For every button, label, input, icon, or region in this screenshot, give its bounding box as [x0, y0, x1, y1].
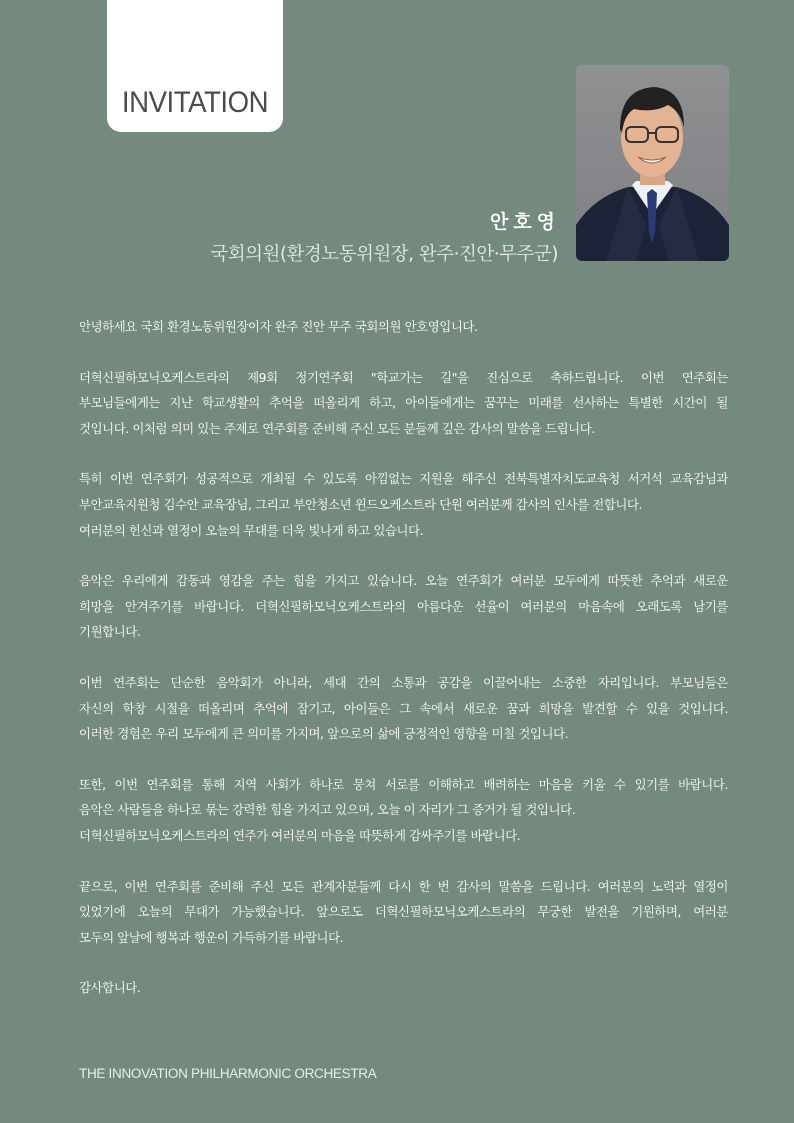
text-line: 기원합니다. [79, 624, 141, 640]
text-line: 더혁신필하모닉오케스트라의 연주가 여러분의 마음을 따뜻하게 감싸주기를 바랍니다. [79, 827, 521, 843]
speaker-portrait [576, 65, 729, 261]
paragraph-signoff [79, 975, 728, 1001]
paragraph-congratulations [79, 365, 728, 442]
paragraph-music [79, 568, 728, 645]
paragraph-thanks [79, 466, 728, 543]
text-line: 이러한 경험은 우리 모두에게 큰 의미를 가지며, 앞으로의 삶에 긍정적인 영향을 미칠 것입니다. [79, 726, 569, 742]
letter-body [79, 314, 728, 1026]
text-line: 음악은 사람들을 하나로 묶는 강력한 힘을 가지고 있으며, 오늘 이 자리가 그 증거가 될 것입니다. [79, 802, 576, 818]
title-tab [107, 0, 283, 132]
text-line: 특히 이번 연주회가 성공적으로 개최될 수 있도록 아낌없는 지원을 해주신 전북특별자치도교육청 서거석 교육감님과 [79, 471, 728, 487]
text-line: 있었기에 오늘의 무대가 가능했습니다. 앞으로도 더혁신필하모닉오케스트라의 무궁한 발전을 기원하며, 여러분 [79, 904, 728, 920]
text-line: 희망을 안겨주기를 바랍니다. 더혁신필하모닉오케스트라의 아름다운 선율이 여러분의 마음속에 오래도록 남기를 [79, 598, 728, 614]
paragraph-generations [79, 670, 728, 747]
text-line: 여러분의 헌신과 열정이 오늘의 무대를 더욱 빛나게 하고 있습니다. [79, 522, 424, 538]
orchestra-name-footer: THE INNOVATION PHILHARMONIC ORCHESTRA [79, 1066, 377, 1081]
paragraph-greeting [79, 314, 728, 340]
text-line: 모두의 앞날에 행복과 행운이 가득하기를 바랍니다. [79, 929, 344, 945]
text-line: 이번 연주회는 단순한 음악회가 아니라, 세대 간의 소통과 공감을 이끌어내는 소중한 자리입니다. 부모님들은 [79, 674, 728, 690]
page-title: INVITATION [121, 86, 269, 119]
text-line: 안녕하세요 국회 환경노동위원장이자 완주 진안 무주 국회의원 안호영입니다. [79, 319, 478, 334]
text-line: 감사합니다. [79, 980, 141, 996]
text-line: 또한, 이번 연주회를 통해 지역 사회가 하나로 뭉쳐 서로를 이해하고 배려하는 마음을 키울 수 있기를 바랍니다. [79, 776, 728, 792]
text-line: 끝으로, 이번 연주회를 준비해 주신 모든 관계자분들께 다시 한 번 감사의 말씀을 드립니다. 여러분의 노력과 열정이 [79, 878, 728, 894]
text-line: 음악은 우리에게 감동과 영감을 주는 힘을 가지고 있습니다. 오늘 연주회가 여러분 모두에게 따뜻한 추억과 새로운 [79, 573, 728, 589]
text-line: 부모님들에게는 지난 학교생활의 추억을 떠올리게 하고, 아이들에게는 꿈꾸는 미래를 선사하는 특별한 시간이 될 [79, 395, 728, 411]
text-line: 부안교육지원청 김수안 교육장님, 그리고 부안청소년 윈드오케스트라 단원 여러분께 감사의 인사를 전합니다. [79, 496, 643, 512]
paragraph-community [79, 772, 728, 849]
text-line: 더혁신필하모닉오케스트라의 제9회 정기연주회 "학교가는 길"을 진심으로 축하드립니다. 이번 연주회는 [79, 369, 728, 385]
text-line: 자신의 학창 시절을 떠올리며 추억에 잠기고, 아이들은 그 속에서 새로운 꿈과 희망을 발견할 수 있을 것입니다. [79, 700, 728, 716]
text-line: 것입니다. 이처럼 의미 있는 주제로 연주회를 준비해 주신 모든 분들께 깊은 감사의 말씀을 드립니다. [79, 420, 595, 436]
speaker-name: 안호영 [489, 211, 560, 233]
speaker-role: 국회의원(환경노동위원장, 완주·진안·무주군) [210, 244, 558, 265]
paragraph-closing [79, 874, 728, 951]
